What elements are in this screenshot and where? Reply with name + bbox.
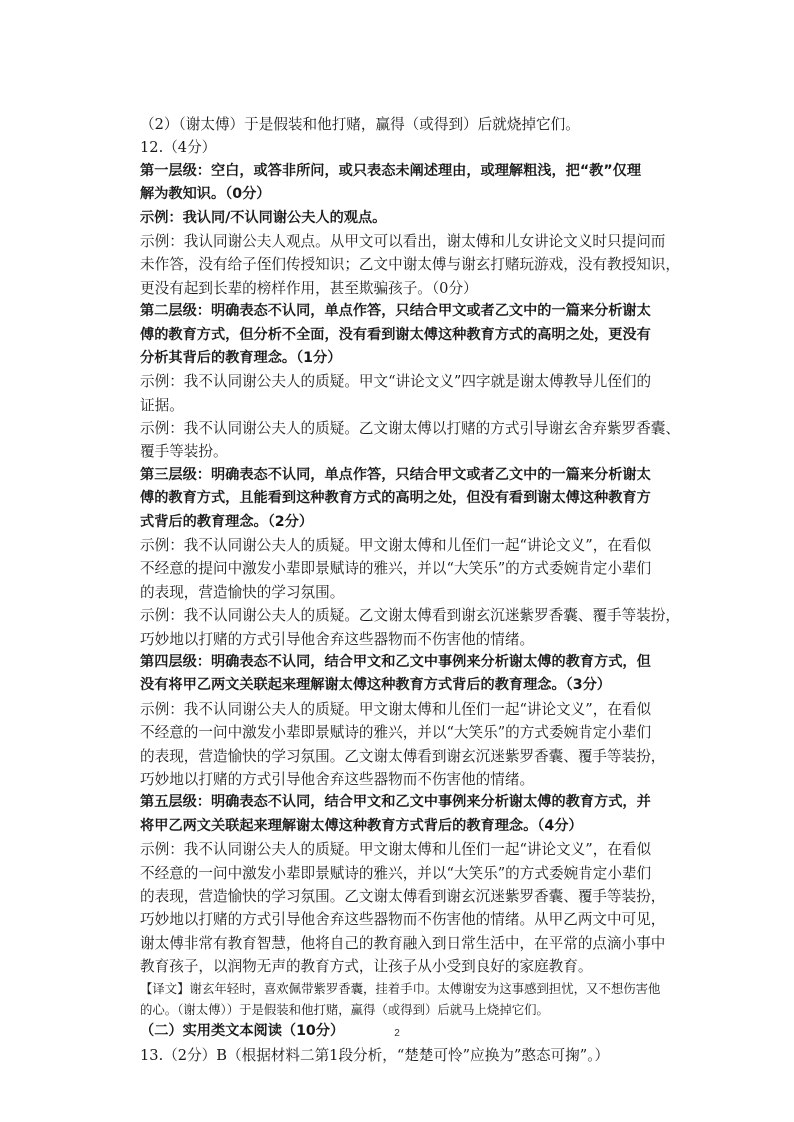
text-line: 的心。（谢太傅））于是假装和他打赌，赢得（或得到）后就马上烧掉它们。	[140, 1002, 549, 1018]
text-line: 不经意的提问中激发小辈即景赋诗的雅兴，并以“大笑乐”的方式委婉肯定小辈们	[140, 560, 652, 578]
page-number: 2	[394, 1028, 400, 1039]
text-line: 没有将甲乙两文关联起来理解谢太傅这种教育方式背后的教育理念。（3分）	[140, 677, 611, 694]
text-line: 傅的教育方式，且能看到这种教育方式的高明之处，但没有看到谢太傅这种教育方	[140, 490, 651, 507]
text-line: 12.（4分）	[140, 139, 217, 157]
text-line: 13.（2分）B（根据材料二第1段分析，“楚楚可怜”应换为”憨态可掬”。）	[140, 1046, 610, 1064]
text-line: （二）实用类文本阅读（10分）	[140, 1023, 345, 1040]
text-line: 第四层级：明确表态不认同，结合甲文和乙文中事例来分析谢太傅的教育方式，但	[140, 653, 651, 670]
text-line: 示例：我认同/不认同谢公夫人的观点。	[140, 209, 387, 226]
text-line: 示例：我不认同谢公夫人的质疑。乙文谢太傅看到谢玄沉迷紫罗香囊、覆手等装扮，	[140, 607, 680, 625]
text-line: 第三层级：明确表态不认同，单点作答，只结合甲文或者乙文中的一篇来分析谢太	[140, 466, 651, 483]
text-line: 示例：我不认同谢公夫人的质疑。甲文谢太傅和儿侄们一起“讲论文义”，在看似	[140, 700, 652, 718]
text-line: 不经意的一问中激发小辈即景赋诗的雅兴，并以“大笑乐”的方式委婉肯定小辈们	[140, 724, 652, 742]
text-line: 证据。	[140, 396, 184, 414]
answer-key-content	[140, 113, 680, 1067]
text-line: 示例：我不认同谢公夫人的质疑。甲文谢太傅和儿侄们一起“讲论文义”，在看似	[140, 537, 652, 555]
text-line: 分析其背后的教育理念。（1分）	[140, 349, 342, 366]
text-line: 巧妙地以打赌的方式引导他舍弃这些器物而不伤害他的情绪。	[140, 630, 535, 648]
text-line: 教育孩子，以润物无声的教育方式，让孩子从小受到良好的家庭教育。	[140, 958, 593, 976]
text-line: 更没有起到长辈的榜样作用，甚至欺骗孩子。（0分）	[140, 279, 478, 297]
text-line: 第二层级：明确表态不认同，单点作答，只结合甲文或者乙文中的一篇来分析谢太	[140, 303, 651, 320]
text-line: 的表现，营造愉快的学习氛围。乙文谢太傅看到谢玄沉迷紫罗香囊、覆手等装扮，	[140, 887, 666, 905]
text-line: 不经意的一问中激发小辈即景赋诗的雅兴，并以“大笑乐”的方式委婉肯定小辈们	[140, 864, 652, 882]
text-line: 将甲乙两文关联起来理解谢太傅这种教育方式背后的教育理念。（4分）	[140, 817, 583, 834]
text-line: 的表现，营造愉快的学习氛围。	[140, 583, 345, 601]
text-line: 第一层级：空白，或答非所问，或只表态未阐述理由，或理解粗浅，把“教”仅理	[140, 162, 642, 179]
text-line: 示例：我认同谢公夫人观点。从甲文可以看出，谢太傅和儿女讲论文义时只提问而	[140, 232, 666, 250]
text-line: 式背后的教育理念。（2分）	[140, 513, 314, 530]
text-line: 解为教知识。（0分）	[140, 186, 271, 203]
text-line: 示例：我不认同谢公夫人的质疑。甲文谢太傅和儿侄们一起“讲论文义”，在看似	[140, 841, 652, 859]
text-line: 傅的教育方式，但分析不全面，没有看到谢太傅这种教育方式的高明之处，更没有	[140, 326, 651, 343]
text-line: 【译文】谢玄年轻时，喜欢佩带紫罗香囊，挂着手巾。太傅谢安为这事感到担忧，又不想伤害他	[140, 981, 661, 997]
text-line: 未作答，没有给子侄们传授知识；乙文中谢太傅与谢玄打赌玩游戏，没有教授知识，	[140, 256, 680, 274]
text-line: 示例：我不认同谢公夫人的质疑。乙文谢太傅以打赌的方式引导谢玄舍弃紫罗香囊、	[140, 420, 680, 438]
text-line: 示例：我不认同谢公夫人的质疑。甲文“讲论文义”四字就是谢太傅教导儿侄们的	[140, 373, 652, 391]
text-line: 谢太傅非常有教育智慧，他将自己的教育融入到日常生活中，在平常的点滴小事中	[140, 934, 666, 952]
text-line: 巧妙地以打赌的方式引导他舍弃这些器物而不伤害他的情绪。从甲乙两文中可见，	[140, 911, 666, 929]
text-line: （2）（谢太傅）于是假装和他打赌，赢得（或得到）后就烧掉它们。	[140, 116, 580, 133]
text-line: 巧妙地以打赌的方式引导他舍弃这些器物而不伤害他的情绪。	[140, 770, 535, 788]
text-line: 第五层级：明确表态不认同，结合甲文和乙文中事例来分析谢太傅的教育方式，并	[140, 794, 651, 811]
text-line: 覆手等装扮。	[140, 443, 228, 461]
text-line: 的表现，营造愉快的学习氛围。乙文谢太傅看到谢玄沉迷紫罗香囊、覆手等装扮，	[140, 747, 666, 765]
